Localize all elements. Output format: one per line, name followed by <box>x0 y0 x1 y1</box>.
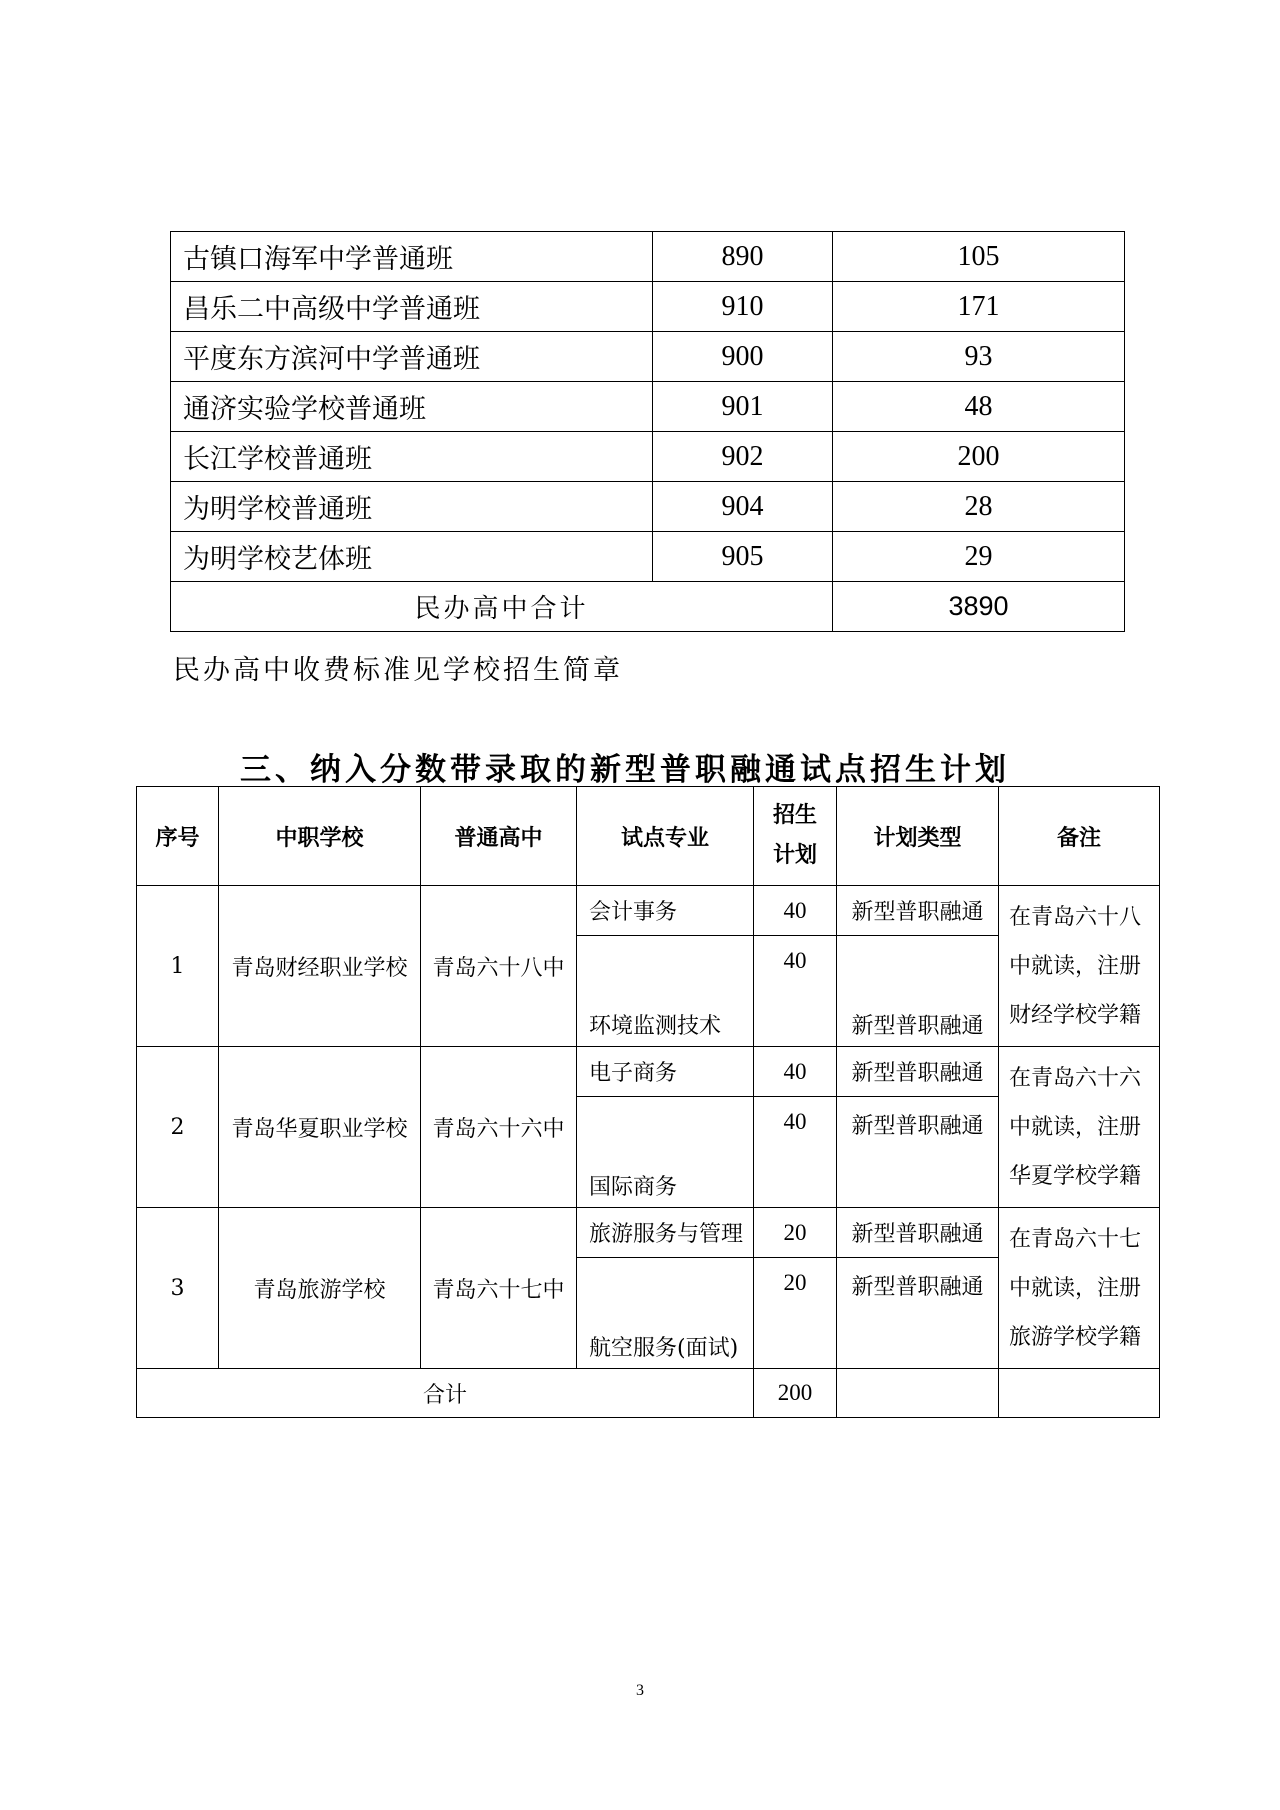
section-title: 三、纳入分数带录取的新型普职融通试点招生计划 <box>240 752 1010 788</box>
header-type: 计划类型 <box>837 787 999 886</box>
remark-cell: 在青岛六十八中就读，注册财经学校学籍 <box>999 886 1160 1047</box>
header-plan <box>754 787 837 886</box>
plan-count: 171 <box>833 282 1125 332</box>
plan-type: 新型普职融通 <box>837 1258 999 1369</box>
school-name: 古镇口海军中学普通班 <box>171 232 653 282</box>
school-name: 平度东方滨河中学普通班 <box>171 332 653 382</box>
seq-cell: 1 <box>137 886 219 1047</box>
major-name: 国际商务 <box>577 1097 754 1208</box>
table-header-row <box>137 787 1160 886</box>
major-plan: 40 <box>754 886 837 936</box>
table-row <box>137 886 1160 936</box>
seq-cell: 2 <box>137 1047 219 1208</box>
school-code: 901 <box>653 382 833 432</box>
table-row <box>137 1208 1160 1258</box>
plan-count: 105 <box>833 232 1125 282</box>
table-row <box>137 1047 1160 1097</box>
header-highschool: 普通高中 <box>421 787 577 886</box>
plan-type: 新型普职融通 <box>837 886 999 936</box>
major-plan: 40 <box>754 1097 837 1208</box>
plan-type: 新型普职融通 <box>837 1047 999 1097</box>
total-row <box>171 582 1125 632</box>
remark-cell: 在青岛六十七中就读，注册旅游学校学籍 <box>999 1208 1160 1369</box>
school-code: 900 <box>653 332 833 382</box>
school-code: 902 <box>653 432 833 482</box>
total-empty-cell <box>837 1369 999 1418</box>
table-row <box>171 382 1125 432</box>
major-name: 航空服务(面试) <box>577 1258 754 1369</box>
fee-note: 民办高中收费标准见学校招生简章 <box>173 655 623 686</box>
plan-type: 新型普职融通 <box>837 1097 999 1208</box>
table-row <box>171 232 1125 282</box>
header-remark: 备注 <box>999 787 1160 886</box>
plan-count: 29 <box>833 532 1125 582</box>
table-row <box>171 532 1125 582</box>
vocational-school: 青岛财经职业学校 <box>219 886 421 1047</box>
total-row <box>137 1369 1160 1418</box>
school-code: 904 <box>653 482 833 532</box>
private-school-table <box>170 231 1125 632</box>
header-major: 试点专业 <box>577 787 754 886</box>
table-row <box>171 482 1125 532</box>
plan-count: 93 <box>833 332 1125 382</box>
plan-count: 200 <box>833 432 1125 482</box>
vocational-school: 青岛旅游学校 <box>219 1208 421 1369</box>
major-plan: 20 <box>754 1208 837 1258</box>
plan-type: 新型普职融通 <box>837 1208 999 1258</box>
major-name: 会计事务 <box>577 886 754 936</box>
table-row <box>171 432 1125 482</box>
school-name: 长江学校普通班 <box>171 432 653 482</box>
plan-count: 28 <box>833 482 1125 532</box>
school-name: 昌乐二中高级中学普通班 <box>171 282 653 332</box>
school-code: 905 <box>653 532 833 582</box>
page-number: 3 <box>636 1682 644 1699</box>
table-row <box>171 332 1125 382</box>
remark-cell: 在青岛六十六中就读，注册华夏学校学籍 <box>999 1047 1160 1208</box>
major-plan: 40 <box>754 1047 837 1097</box>
header-plan-line1: 招生 <box>772 803 817 828</box>
table-row <box>171 282 1125 332</box>
total-value: 3890 <box>833 582 1125 632</box>
high-school: 青岛六十七中 <box>421 1208 577 1369</box>
total-label: 民办高中合计 <box>171 582 833 632</box>
school-code: 910 <box>653 282 833 332</box>
header-seq: 序号 <box>137 787 219 886</box>
school-name: 通济实验学校普通班 <box>171 382 653 432</box>
major-plan: 20 <box>754 1258 837 1369</box>
major-name: 旅游服务与管理 <box>577 1208 754 1258</box>
header-plan-line2: 计划 <box>772 843 817 868</box>
header-vocational: 中职学校 <box>219 787 421 886</box>
school-code: 890 <box>653 232 833 282</box>
total-label: 合计 <box>137 1369 754 1418</box>
plan-type: 新型普职融通 <box>837 936 999 1047</box>
total-value: 200 <box>754 1369 837 1418</box>
major-name: 环境监测技术 <box>577 936 754 1047</box>
major-plan: 40 <box>754 936 837 1047</box>
school-name: 为明学校普通班 <box>171 482 653 532</box>
major-name: 电子商务 <box>577 1047 754 1097</box>
high-school: 青岛六十八中 <box>421 886 577 1047</box>
high-school: 青岛六十六中 <box>421 1047 577 1208</box>
total-empty-cell <box>999 1369 1160 1418</box>
seq-cell: 3 <box>137 1208 219 1369</box>
vocational-school: 青岛华夏职业学校 <box>219 1047 421 1208</box>
plan-count: 48 <box>833 382 1125 432</box>
school-name: 为明学校艺体班 <box>171 532 653 582</box>
pilot-plan-table <box>136 786 1160 1418</box>
